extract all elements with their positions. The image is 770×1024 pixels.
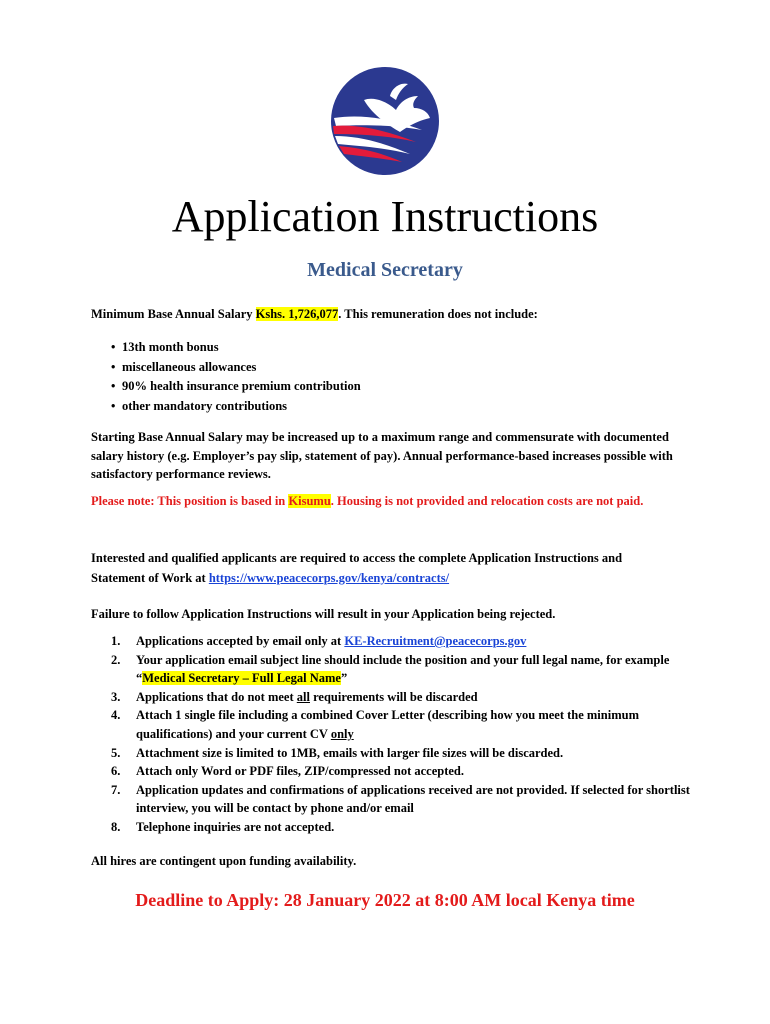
instructions-list [91, 632, 691, 837]
list-item: 5. Attachment size is limited to 1MB, emails with larger file sizes will be discarded. [111, 745, 564, 760]
deadline-heading: Deadline to Apply: 28 January 2022 at 8:00 AM local Kenya time [135, 890, 635, 910]
funding-note: All hires are contingent upon funding availability. [91, 854, 357, 868]
list-item: 4. Attach 1 single file including a combined Cover Letter (describing how you meet the minimum qualifications) and your current CV only [111, 708, 639, 741]
salary-suffix: . This remuneration does not include: [338, 307, 538, 321]
contracts-link[interactable]: https://www.peacecorps.gov/kenya/contracts/ [208, 571, 450, 585]
list-item: 1. Applications accepted by email only at KE-Recruitment@peacecorps.gov [111, 634, 527, 648]
list-item: • 90% health insurance premium contribution [91, 377, 361, 397]
salary-paragraph [91, 305, 691, 324]
list-item: 8. Telephone inquiries are not accepted. [111, 819, 335, 834]
list-item: 3. Applications that do not meet all requirements will be discarded [111, 689, 478, 704]
exclusions-list [91, 338, 361, 416]
recruitment-email-link[interactable]: KE-Recruitment@peacecorps.gov [344, 634, 527, 648]
list-item: 2. Your application email subject line should include the position and your full legal name, for example “Medical Secretary – Full Legal Name” [111, 652, 670, 686]
failure-paragraph: Failure to follow Application Instructions will result in your Application being rejected. [91, 607, 556, 621]
subject-example: Medical Secretary – Full Legal Name [142, 671, 341, 686]
list-item: 6. Attach only Word or PDF files, ZIP/compressed not accepted. [111, 764, 464, 779]
location-name: Kisumu [288, 494, 331, 508]
list-item: • 13th month bonus [91, 338, 361, 358]
starting-salary-paragraph: Starting Base Annual Salary may be increased up to a maximum range and commensurate with documented salary history (e.g. Employer’s pay slip, statement of pay). Annual performance-based increases possible with satisfactory performance reviews. [91, 430, 673, 481]
access-text: Interested and qualified applicants are required to access the complete Application Instructions and Statement of Work at [91, 551, 623, 585]
location-prefix: Please note: This position is based in [91, 494, 289, 508]
peace-corps-dove-logo-icon [330, 66, 440, 176]
salary-amount: Kshs. 1,726,077 [255, 307, 339, 321]
location-suffix: . Housing is not provided and relocation costs are not paid. [330, 494, 644, 508]
position-subtitle: Medical Secretary [307, 259, 463, 281]
location-note [91, 492, 681, 511]
list-item: • miscellaneous allowances [91, 358, 361, 378]
salary-prefix: Minimum Base Annual Salary [91, 307, 256, 321]
access-paragraph [91, 548, 671, 588]
list-item: • other mandatory contributions [91, 397, 361, 417]
page-title: Application Instructions [171, 192, 599, 241]
list-item: 7. Application updates and confirmations of applications received are not provided. If selected for shortlist interview, you will be contact by phone and/or email [111, 782, 690, 816]
